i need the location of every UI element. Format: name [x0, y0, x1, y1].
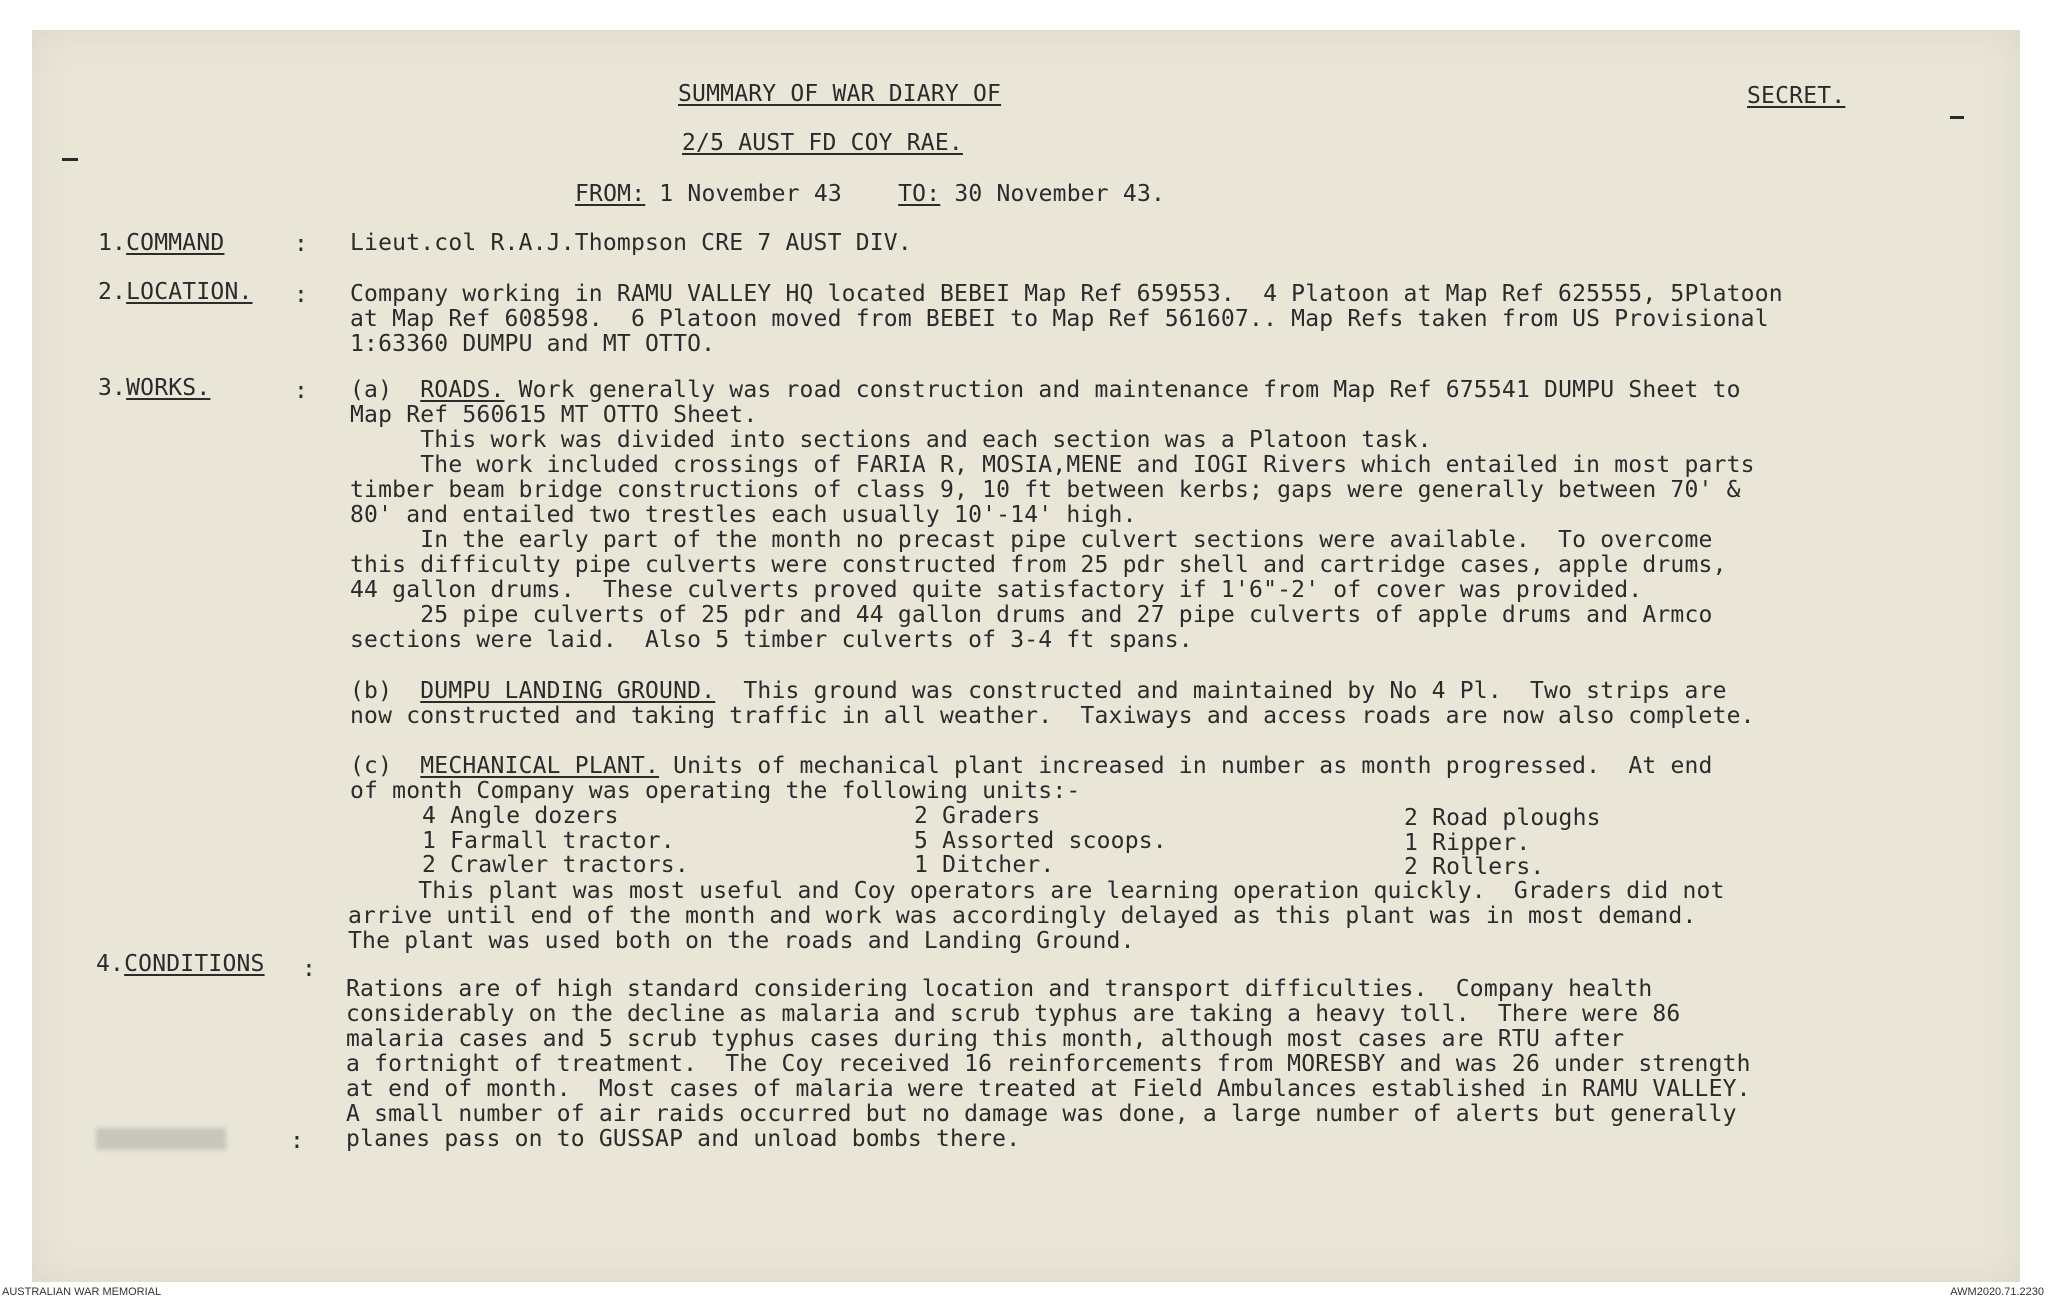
section-heading-works: 3.WORKS. — [98, 375, 211, 401]
plant-item: 2 Graders — [914, 803, 1041, 829]
mechanical-plant-heading: MECHANICAL PLANT. — [420, 753, 660, 779]
to-label: TO: — [898, 181, 941, 207]
plant-item: 2 Crawler tractors. — [422, 852, 689, 878]
section-heading-conditions: 4.CONDITIONS — [96, 951, 265, 977]
margin-mark — [1950, 116, 1964, 119]
landing-ground-heading: DUMPU LANDING GROUND. — [420, 678, 716, 704]
from-label: FROM: — [575, 181, 646, 207]
colon: : — [294, 378, 308, 404]
works-mechanical-plant-paragraph: (c) MECHANICAL PLANT. Units of mechanical plant increased in number as month progressed. At end of month Company was operating the following units:- — [350, 753, 1713, 804]
works-roads-paragraph: (a) ROADS. Work generally was road construction and maintenance from Map Ref 675541 DUMPU Sheet to Map Ref 560615 MT OTTO Sheet. This work was divided into sections and each section was a Platoon task. The work included crossings of FARIA R, MOSIA,MENE and IOGI Rivers which entailed in most parts timber beam bridge constructions of class 9, 10 ft between kerbs; gaps were generally between 70' & 80' and entailed two trestles each usually 10'-14' high. In the early part of the month no precast pipe culvert sections were available. To overcome this difficulty pipe culverts were constructed from 25 pdr shell and cartridge cases, apple drums, 44 gallon drums. These culverts proved quite satisfactory if 1'6"-2' of cover was provided. 25 pipe culverts of 25 pdr and 44 gallon drums and 27 pipe culverts of apple drums and Armco sections were laid. Also 5 timber culverts of 3-4 ft spans. — [350, 377, 1755, 653]
conditions-text: Rations are of high standard considering location and transport difficulties. Company health considerably on the decline as malaria and scrub typhus are taking a heavy toll. There were 86 malaria cases and 5 scrub typhus cases during this month, although most cases are RTU after a fortnight of treatment. The Coy received 16 reinforcements from MORESBY and was 26 under strength at end of month. Most cases of malaria were treated at Field Ambulances established in RAMU VALLEY. A small number of air raids occurred but no damage was done, a large number of alerts but generally planes pass on to GUSSAP and unload bombs there. — [346, 976, 1751, 1152]
plant-item: 2 Road ploughs — [1404, 805, 1601, 831]
to-value: 30 November 43. — [940, 181, 1166, 207]
plant-item: 1 Ditcher. — [914, 852, 1055, 878]
colon: : — [294, 282, 308, 308]
obscured-section-heading — [96, 1128, 226, 1150]
plant-item: 4 Angle dozers — [422, 803, 619, 829]
date-range — [575, 182, 1165, 207]
from-value: 1 November 43 — [645, 181, 842, 207]
plant-item: 5 Assorted scoops. — [914, 828, 1167, 854]
roads-heading: ROADS. — [420, 377, 505, 403]
footer-accession-number: AWM2020.71.2230 — [1950, 1286, 2044, 1298]
colon: : — [294, 231, 308, 257]
colon: : — [290, 1128, 304, 1154]
margin-mark — [62, 158, 78, 161]
plant-item: 1 Farmall tractor. — [422, 828, 675, 854]
footer-archive-name: AUSTRALIAN WAR MEMORIAL — [2, 1286, 162, 1298]
classification-label: SECRET. — [1747, 83, 1846, 109]
unit-name: 2/5 AUST FD COY RAE. — [682, 130, 963, 156]
location-text: Company working in RAMU VALLEY HQ located BEBEI Map Ref 659553. 4 Platoon at Map Ref 625555, 5Platoon at Map Ref 608598. 6 Platoon moved from BEBEI to Map Ref 561607.. Map Refs taken from US Provisional 1:63360 DUMPU and MT OTTO. — [350, 281, 1783, 357]
colon: : — [302, 956, 316, 982]
works-landing-ground-paragraph: (b) DUMPU LANDING GROUND. This ground was constructed and maintained by No 4 Pl. Two strips are now constructed and taking traffic in all weather. Taxiways and access roads are now also complete. — [350, 678, 1755, 729]
plant-item: 2 Rollers. — [1404, 854, 1545, 880]
document-title: SUMMARY OF WAR DIARY OF — [678, 81, 1002, 107]
section-heading-location: 2.LOCATION. — [98, 279, 253, 305]
plant-item: 1 Ripper. — [1404, 830, 1531, 856]
plant-summary-paragraph: This plant was most useful and Coy operators are learning operation quickly. Graders did not arrive until end of the month and work was accordingly delayed as this plant was in most demand. The plant was used both on the roads and Landing Ground. — [348, 878, 1725, 954]
section-heading-command: 1.COMMAND — [98, 230, 225, 256]
command-text: Lieut.col R.A.J.Thompson CRE 7 AUST DIV. — [350, 230, 912, 256]
